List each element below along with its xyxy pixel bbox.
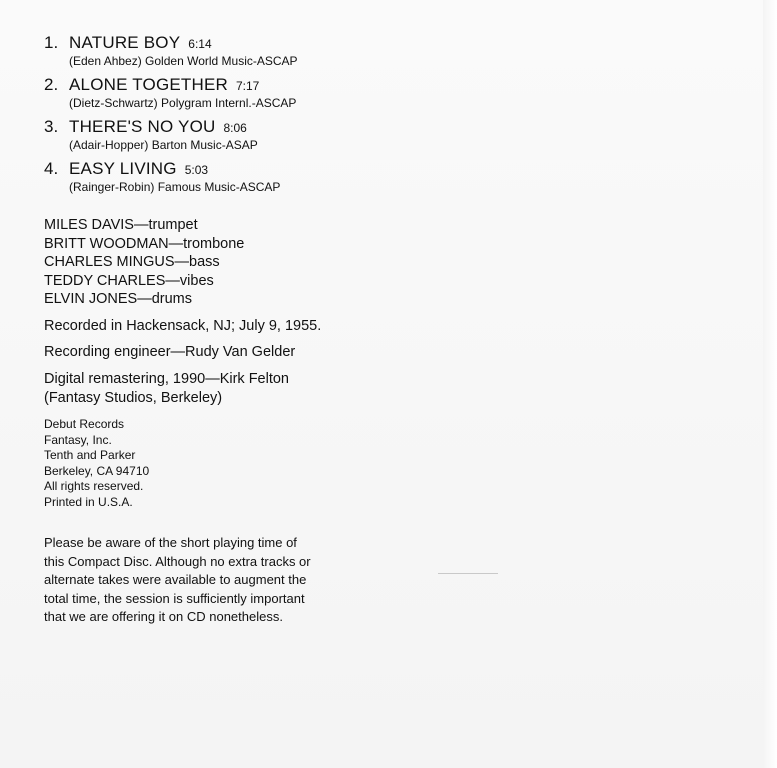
playing-time-notice [44, 534, 364, 627]
track-header [44, 75, 464, 95]
track-title: THERE'S NO YOU [69, 117, 216, 136]
label-line: Printed in U.S.A. [44, 494, 133, 509]
personnel-line: TEDDY CHARLES—vibes [44, 272, 214, 289]
remastering-credit [44, 370, 289, 407]
notice-line: total time, the session is sufficiently important [44, 590, 305, 606]
track-item [44, 33, 464, 68]
track-title: ALONE TOGETHER [69, 75, 228, 94]
label-line: Berkeley, CA 94710 [44, 463, 150, 478]
track-item [44, 159, 464, 194]
track-credit: (Adair-Hopper) Barton Music-ASAP [69, 138, 258, 152]
recording-date: Recorded in Hackensack, NJ; July 9, 1955. [44, 318, 322, 334]
track-duration: 7:17 [236, 79, 260, 93]
track-duration: 5:03 [184, 163, 209, 177]
track-duration: 6:14 [188, 37, 212, 51]
personnel-list [44, 216, 244, 309]
personnel-line: BRITT WOODMAN—trombone [44, 235, 245, 252]
label-line: Fantasy, Inc. [44, 432, 112, 447]
track-number: 4. [44, 159, 59, 178]
track-credit: (Dietz-Schwartz) Polygram Internl.-ASCAP [69, 96, 297, 110]
track-number: 3. [44, 117, 59, 136]
label-line: All rights reserved. [44, 479, 144, 493]
personnel-line: ELVIN JONES—drums [44, 291, 192, 307]
recording-engineer: Recording engineer—Rudy Van Gelder [44, 344, 296, 360]
track-item [44, 117, 464, 152]
track-number: 2. [44, 75, 59, 94]
paper-smudge [438, 573, 498, 574]
track-header [44, 159, 464, 179]
track-title: EASY LIVING [69, 159, 177, 178]
track-number: 1. [44, 33, 59, 52]
track-duration: 8:06 [223, 121, 247, 135]
label-line: Debut Records [44, 417, 125, 431]
track-title: NATURE BOY [69, 33, 181, 52]
personnel-line: CHARLES MINGUS—bass [44, 254, 220, 270]
remaster-line: Digital remastering, 1990—Kirk Felton [44, 371, 289, 387]
track-credit: (Rainger-Robin) Famous Music-ASCAP [69, 180, 281, 194]
remaster-line: (Fantasy Studios, Berkeley) [44, 389, 223, 406]
notice-line: that we are offering it on CD nonetheless. [44, 609, 283, 624]
notice-line: Please be aware of the short playing time of [44, 535, 297, 550]
notice-line: alternate takes were available to augment the [44, 572, 307, 587]
label-address-block [44, 417, 149, 510]
label-line: Tenth and Parker [44, 448, 136, 462]
track-list [44, 33, 464, 201]
personnel-line: MILES DAVIS—trumpet [44, 217, 198, 233]
track-header [44, 117, 464, 137]
track-header [44, 33, 464, 53]
track-credit: (Eden Ahbez) Golden World Music-ASCAP [69, 54, 298, 68]
page-edge [763, 0, 777, 768]
track-item [44, 75, 464, 110]
notice-line: this Compact Disc. Although no extra tracks or [44, 553, 311, 569]
